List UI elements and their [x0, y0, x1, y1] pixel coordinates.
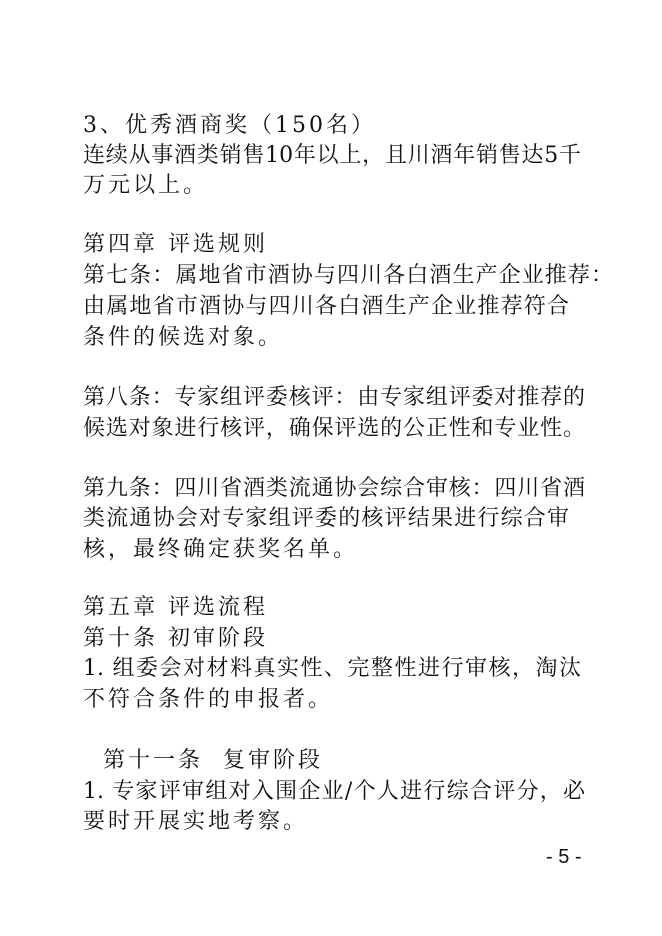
article-heading: 第十一条 复审阶段	[83, 748, 323, 773]
article-line: 核，最终确定获奖名单。	[83, 537, 359, 562]
article-line: 由属地省市酒协与四川各白酒生产企业推荐符合	[83, 294, 569, 319]
article-line: 条件的候选对象。	[83, 325, 284, 350]
paragraph-line: 连续从事酒类销售10年以上，且川酒年销售达5千	[83, 143, 581, 168]
paragraph-line: 万元以上。	[83, 173, 209, 198]
article-line: 第九条：四川省酒类流通协会综合审核：四川省酒	[83, 476, 585, 501]
chapter-heading: 第四章 评选规则	[83, 232, 268, 257]
article-line: 类流通协会对专家组评委的核评结果进行综合审	[83, 506, 569, 531]
article-line: 1. 专家评审组对入围企业/个人进行综合评分，必	[83, 779, 585, 804]
article-line: 不符合条件的申报者。	[83, 687, 334, 712]
article-line: 要时开展实地考察。	[83, 809, 309, 834]
article-line: 1. 组委会对材料真实性、完整性进行审核，淘汰	[83, 656, 581, 681]
article-line: 第八条：专家组评委核评：由专家组评委对推荐的	[83, 385, 585, 410]
article-heading: 第十条 初审阶段	[83, 626, 268, 651]
chapter-heading: 第五章 评选流程	[83, 595, 268, 620]
article-line: 候选对象进行核评，确保评选的公正性和专业性。	[83, 416, 585, 441]
page-number: - 5 -	[546, 846, 582, 868]
award-heading: 3、优秀酒商奖（150名）	[83, 113, 376, 138]
article-line: 第七条：属地省市酒协与四川各白酒生产企业推荐：	[83, 263, 613, 288]
